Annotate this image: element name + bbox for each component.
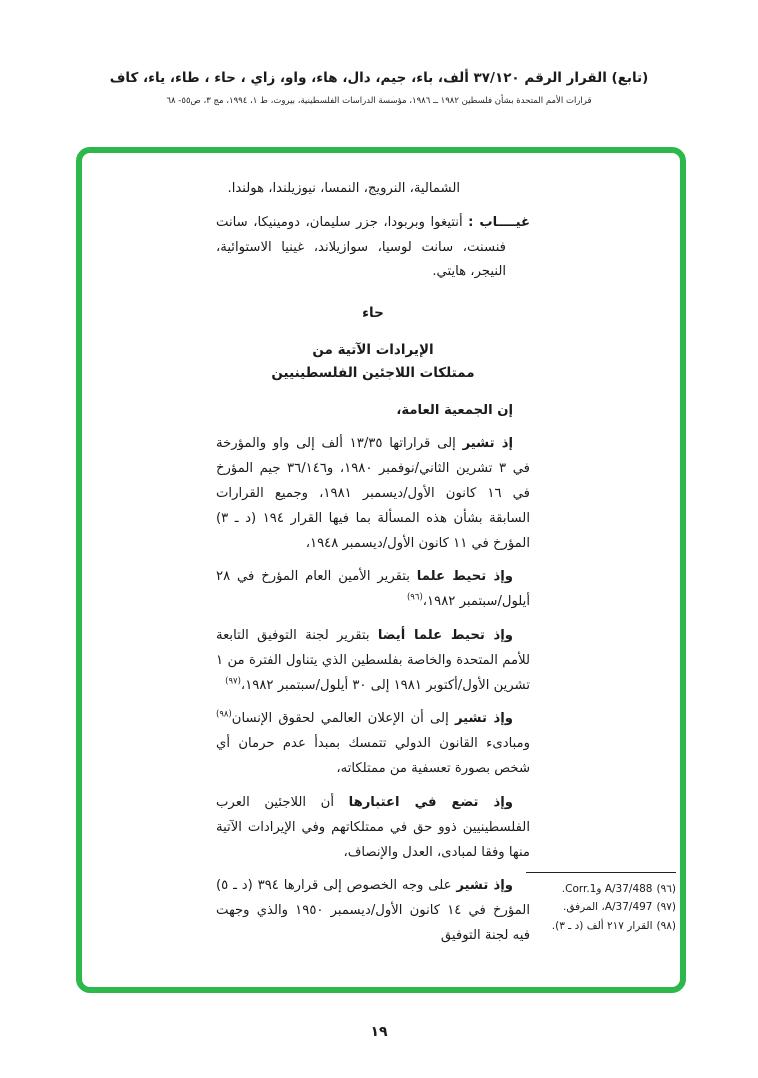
subtitle-line-2: ممتلكات اللاجئين الفلسطينيين [271,364,475,381]
paragraph-text: بتقرير لجنة التوفيق التابعة للأمم المتحدة والخاصة بفلسطين الذي يتناول الفترة من ١ تشرين الأول/أكتوبر ١٩٨١ إلى ٣٠ أيلول/سبتمبر ١٩٨٢، [216,628,530,693]
paragraph-text: ومبادىء القانون الدولي تتمسك بمبدأ عدم حرمان أي شخص بصورة تعسفية من ممتلكاته، [216,736,530,777]
footnote-98 [444,917,676,935]
paragraph-text: إلى أن الإعلان العالمي لحقوق الإنسان [231,711,455,727]
footnote-separator-rule [526,872,676,873]
paragraph-preambular [216,565,530,615]
resolution-subtitle [216,339,530,385]
footnote-text: A/37/488 وCorr.1. [561,882,653,895]
paragraph-absent-list [216,211,530,285]
footnote-number: (٩٦) [656,882,676,895]
footnote-number: (٩٧) [656,901,676,914]
footnote-ref-98: (٩٨) [216,710,232,721]
paragraph-text: على وجه الخصوص إلى قرارها ٣٩٤ (د ـ ٥) المؤرخ في ١٤ كانون الأول/ديسمبر ١٩٥٠ والذي وجهت فيه لجنة التوفيق [216,878,530,943]
paragraph-preambular [216,791,530,865]
paragraph-lead: غيــــاب : [468,214,530,230]
paragraph-lead: وإذ تحيط علما [416,569,513,585]
header-citation [0,70,758,106]
footnote-number: (٩٨) [656,919,676,932]
paragraph-lead: إذ تشير [462,436,514,452]
paragraph-text: الشمالية، النرويج، النمسا، نيوزيلندا، هولندا. [227,181,460,196]
green-border-frame [76,147,686,993]
footnote-96 [444,880,676,898]
paragraph-lead: وإذ تضع في اعتبارها [348,794,513,810]
footnote-97 [444,898,676,916]
paragraph-lead: وإذ تشير [456,878,513,894]
footnote-ref-96: (٩٦) [406,592,423,603]
paragraph-text: بتقرير الأمين العام المؤرخ في ٢٨ أيلول/سبتمبر ١٩٨٢، [216,569,530,610]
source-citation: قرارات الأمم المتحدة بشأن فلسطين ١٩٨٢ ــ ١٩٨٦، مؤسسة الدراسات الفلسطينية، بيروت، ط ١، ١٩٩٤، مج ٣، ص٥٥- ٦٨ [166,96,592,106]
paragraph-lead: إن الجمعية العامة، [396,402,513,418]
paragraph-assembly [216,399,530,424]
footnote-text: القرار ٢١٧ ألف (د ـ ٣). [551,919,653,932]
section-letter: حاء [362,305,384,322]
paragraph-preambular [216,707,530,781]
footnotes-block [444,872,676,935]
paragraph-preambular [216,432,530,556]
paragraph-continuation [216,177,460,202]
paragraph-lead: وإذ تشير [454,711,513,727]
resolution-title-continued: (تابع) القرار الرقم ٣٧/١٢٠ ألف، باء، جيم، دال، هاء، واو، زاي ، حاء ، طاء، ياء، كاف [109,70,649,86]
paragraph-text: أنتيغوا وبربودا، جزر سليمان، دومينيكا، سانت فنسنت، سانت لوسيا، سوازيلاند، غينيا الاستوائية، النيجر، هايتي. [216,214,506,280]
footnote-text: A/37/497، المرفق. [563,901,653,914]
page-number: ١٩ [370,1024,388,1040]
paragraph-lead: وإذ تحيط علما أيضا [377,628,513,643]
paragraph-preambular [216,624,530,698]
footnote-ref-97: (٩٧) [225,676,241,687]
body-text-column [216,177,530,958]
paragraph-text: أن اللاجئين العرب الفلسطينيين ذوو حق في ممتلكاتهم وفي الإيرادات الآتية منها وفقا لمبادى، العدل والإنصاف، [216,794,530,860]
subtitle-line-1: الإيرادات الآتية من [312,341,434,358]
paragraph-text: إلى قراراتها ١٣/٣٥ ألف إلى واو والمؤرخة في ٣ تشرين الثاني/نوفمبر ١٩٨٠، و٣٦/١٤٦ جيم المؤرخ في ١٦ كانون الأول/ديسمبر ١٩٨١، وجميع القرارات السابقة بشأن هذه المسألة بما فيها القرار ١٩٤ (د ـ ٣) المؤرخ في ١١ كانون الأول/ديسمبر ١٩٤٨، [216,436,530,551]
